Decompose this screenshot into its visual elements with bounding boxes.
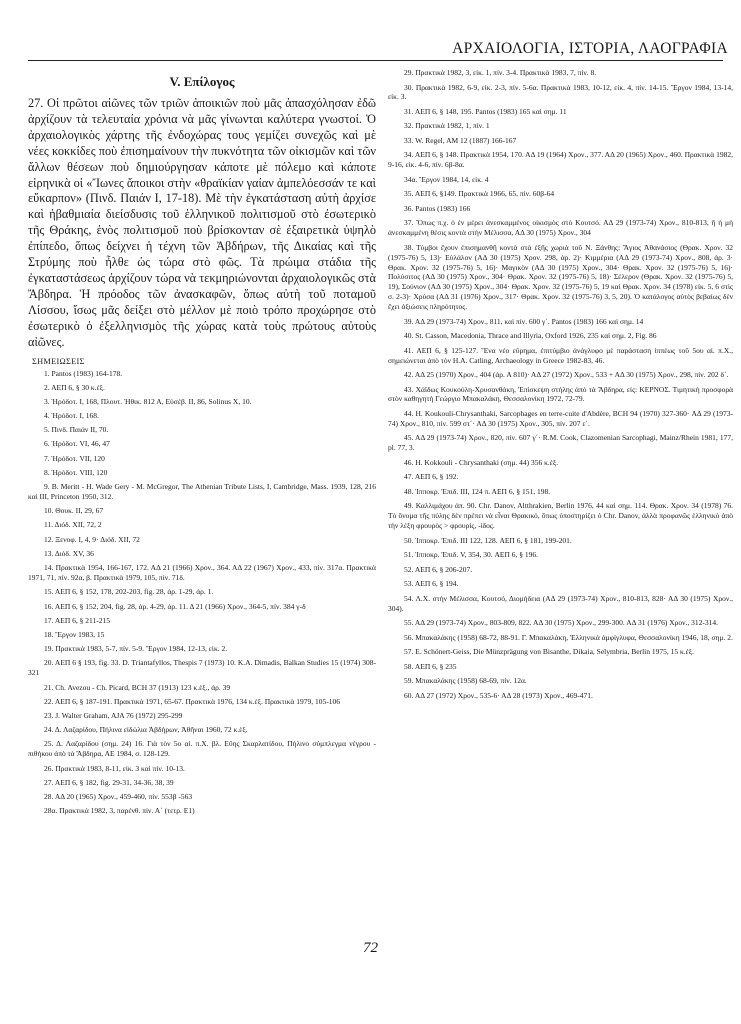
- notes-list-left: [28, 369, 376, 817]
- footnote: 43. Χάϊδως Κουκούλη-Χρυσανθάκη, Ἐπίσκεψη στήλης ἀπὸ τὰ Ἄβδηρα, εἰς: ΚΕΡΝΟΣ. Τιμητικὴ προσφορὰ στὸν καθηγητὴ Γεώργιο Μπακαλάκη, Θεσσαλονίκη 1972, 72-79.: [388, 384, 733, 404]
- footnote: 29. Πρακτικὰ 1982, 3, εἰκ. 1, πίν. 3-4. Πρακτικὰ 1983, 7, πίν. 8.: [404, 68, 597, 77]
- footnote: 4. Ἡρόδοτ. I, 168.: [44, 411, 99, 421]
- running-head: ΑΡΧΑΙΟΛΟΓΙΑ, ΙΣΤΟΡΙΑ, ΛΑΟΓΡΑΦΙΑ: [452, 40, 728, 57]
- footnote: 26. Πρακτικὰ 1983, 8-11, εἰκ. 3 καὶ πίν. 10-13.: [44, 763, 185, 773]
- footnote: 37. Ὅπως π.χ. ὁ ἐν μέρει ἀνεσκαμμένος οἰκισμὸς στὸ Κουτσό. ΑΔ 29 (1973-74) Χρον., 810-813, ἢ ἡ μὴ ἀνεσκαμμένη θέσις κοντὰ στὴν Μέλισσα, ΑΔ 30 (1975) Χρον., 304: [388, 218, 733, 238]
- footnote: 34α. Ἔργον 1984, 14, εἰκ. 4: [404, 174, 489, 184]
- footnote: 54. Λ.Χ. στὴν Μέλισσα, Κουτσό, Διομήδεια (ΑΔ 29 (1973-74) Χρον., 810-813, 828· ΑΔ 30 (1975) Χρον., 304).: [388, 593, 733, 613]
- footnote: 41. ΑΕΠ 6, § 125-127. Ἕνα νέο εὕρημα, ἐπιτύμβιο ἀνάγλυφο μὲ παράσταση ἱππέως τοῦ 5ου αἰ. π.Χ., σημειώνεται ἀπὸ τὸν H.A. Catling, Archaeology in Greece 1982-83, 46.: [388, 345, 733, 365]
- footnote: 15. ΑΕΠ 6, § 152, 178, 202-203, fig. 28, ἀρ. 1-29, ἀρ. 1.: [44, 587, 214, 597]
- footnote: 52. ΑΕΠ 6, § 206-207.: [404, 564, 473, 574]
- footnote: 20. ΑΕΠ 6 § 193, fig. 33. D. Triantafyllos, Thespis 7 (1973) 10. K.A. Dimadis, Balkan Studies 15 (1974) 308-321: [28, 658, 376, 678]
- footnote: 38. Τύμβοι ἔχουν ἐπισημανθῆ κοντὰ στὰ ἑξῆς χωριὰ τοῦ Ν. Ξάνθης: Ἅγιος Ἀθανάσιος (Θρακ. Χρον. 32 (1975-76) 5, 13)· Εὐλάλον (ΑΔ 30 (1975) Χρον. 298, ἀρ. 2)· Κιμμέρια (ΑΔ 29 (1973-74) Χρον., 808, ἀρ. 3· Θρακ. Χρον. 32 (1975-76) 5, 16)· Μαγικὸν (ΑΔ 30 (1975) Χρον., 304· Θρακ. Χρον. 32 (1975-76) 5, 16)· Πολύσιτος (ΑΔ 30 (1975) Χρον., 304· Θρακ. Χρον. 32 (1975-76) 5, 18)· Σέλερον (Θρακ. Χρον. 32 (1975-76) 5, 19), Σούνιον (ΑΔ 30 (1975) Χρον., 304· Θρακ. Χρον. 32 (1975-76) 5, 19 καὶ Θρακ. Χρον. 34 (1978) εἰκ. 5, 6 στὶς σ. 2-3)· Χρύσα (ΑΔ 31 (1976) Χρον., 317· Θρακ. Χρον. 32 (1975-76) 3, 5, 20). Ὁ κατάλογος αὐτὸς βεβαίως δὲν ἔχει ἀξιώσεις πληρότητος.: [388, 242, 733, 312]
- footnote: 53. ΑΕΠ 6, § 194.: [404, 579, 459, 589]
- footnote: 42. ΑΔ 25 (1970) Χρον., 404 (ἀρ. Α 810)· ΑΔ 27 (1972) Χρον., 533 + ΑΔ 30 (1975) Χρον., 298, πίν. 202 δ΄.: [404, 370, 729, 380]
- footnote: 18. Ἔργον 1983, 15: [44, 629, 105, 639]
- footnote: 2. ΑΕΠ 6, § 30 κ.ἑξ.: [44, 382, 105, 392]
- footnote: 49. Καλλιμάχου ἀπ. 90. Chr. Danov, Altthrakien, Berlin 1976, 44 καὶ σημ. 114. Θρακ. Χρον. 34 (1978) 76. Τὸ ὄνομα τῆς πύλης δὲν πρέπει νὰ εἶναι Θρακικό, ὅπως ὑποστηρίζει ὁ Chr. Danov, ἀλλὰ προφανῶς ἑλληνικὸ ἀπὸ τὴν λέξη φρουρὸς > φρουρίς, -ίδος.: [388, 501, 733, 531]
- footnote: 14. Πρακτικὰ 1954, 166-167, 172. ΑΔ 21 (1966) Χρον., 364. ΑΔ 22 (1967) Χρον., 433, πίν. 317α. Πρακτικὰ 1971, 71, πίν. 92α, β. Πρακτικὰ 1979, 105, πίν. 71δ.: [28, 563, 376, 583]
- footnote: 23. J. Walter Graham, AJA 76 (1972) 295-299: [44, 710, 183, 720]
- footnote: 56. Μπακαλάκης (1958) 68-72, 88-91. Γ. Μπακαλάκη, Ἑλληνικὰ ἀμφίγλυφα, Θεσσαλονίκη 1946, 18, σημ. 2.: [404, 632, 733, 642]
- footnote: 40. St. Casson, Macedonia, Thrace and Illyria, Oxford 1926, 235 καὶ σημ. 2, Fig. 86: [404, 331, 657, 341]
- footnote: 17. ΑΕΠ 6, § 211-215: [44, 615, 110, 625]
- footnote: 27. ΑΕΠ 6, § 182, fig. 29-31, 34-36, 38, 39: [44, 777, 174, 787]
- footnote: 55. ΑΔ 29 (1973-74) Χρον., 803-809, 822. ΑΔ 30 (1975) Χρον., 299-300. ΑΔ 31 (1976) Χρον., 312-314.: [404, 618, 718, 627]
- footnote: 60. ΑΔ 27 (1972) Χρον., 535-6· ΑΔ 28 (1973) Χρον., 469-471.: [404, 690, 593, 700]
- footnote: 31. ΑΕΠ 6, § 148, 195. Pantos (1983) 165 καὶ σημ. 11: [404, 106, 567, 116]
- footnote: 8. Ἡρόδοτ. VIII, 120: [44, 467, 108, 477]
- footnote: 22. ΑΕΠ 6, § 187-191. Πρακτικὰ 1971, 65-67. Πρακτικὰ 1976, 134 κ.ἑξ. Πρακτικὰ 1979, 105-106: [44, 696, 340, 706]
- footnote: 36. Pantos (1983) 166: [404, 203, 471, 213]
- footnote: 59. Μπακαλάκης (1958) 68-69, πίν. 12α.: [404, 676, 527, 685]
- epilogue-paragraph: 27. Οἱ πρῶτοι αἰῶνες τῶν τριῶν ἀποικιῶν ποὺ μᾶς ἀπασχόλησαν ἐδῶ ἀρχίζουν τὰ τελευταία χρόνια νὰ μᾶς γίνωνται καλύτερα γνωστοί. Ὁ ἀρχαιολογικὸς χάρτης τῆς ἐνδοχώρας τους γεμίζει συνεχῶς καὶ μὲ νέες κοκκίδες ποὺ ἐπισημαίνουν τὴν πυκνότητα τῶν οἰκισμῶν καὶ τῶν ἄλλων θέσεων ποὺ δημιούργησαν κάποτε μὲ πόλεμο καὶ κάποτε εἰρηνικὰ οἱ «Ἴωνες ἄποικοι στὴν «θραϊκίαν γαίαν ἀμπελόεσσάν τε καὶ εὔκαρπον» (Πινδ. Παιάν I, 17-18). Μὲ τὴν ἐγκατάσταση αὐτὴ ἀρχίσε καὶ ἡβαθμιαία διείσδυσις τοῦ ἑλληνικοῦ πολιτισμοῦ στὸ ἐσωτερικὸ τῆς Θράκης, ἑνὸς πολιτισμοῦ ποὺ βρίσκονταν σὲ ἐξαιρετικὰ ὑψηλὸ ἐπίπεδο, ὅπως δείχνει ἡ τέχνη τῶν Ἀβδήρων, τῆς Δικαίας καὶ τῆς Στρύμης ποὺ ἦλθε ὡς τώρα στὸ φῶς. Τὰ πρώιμα στάδια τῆς ἐγκαταστάσεως ἀρχίζουν τώρα νὰ τεκμηριώνονται ἀρχαιολογικῶς στὰ Ἄβδηρα. Ἡ πρόοδος τῶν ἀνασκαφῶν, ὅπως αὐτὴ τοῦ ποταμοῦ Λίσσου, ἴσως μᾶς δείξει στὸ μέλλον μὲ ποιὸ τρόπο προχώρησε στὸ ἐσωτερικὸ ὁ ἐξελληνισμὸς τῆς χώρας κατὰ τοὺς πρώτους αὐτοὺς αἰῶνες.: [28, 96, 376, 349]
- footnote: 51. Ἱπποκρ. Ἐπιδ. V, 354, 30. ΑΕΠ 6, § 196.: [404, 550, 539, 560]
- section-title: V. Επίλογος: [169, 74, 235, 89]
- footnote: 11. Διόδ. XII, 72, 2: [44, 520, 102, 530]
- footnote: 24. Δ. Λαζαρίδου, Πήλινα εἰδώλια Ἀβδήρων, Ἀθῆναι 1960, 72 κ.ἑξ.: [44, 725, 248, 735]
- footnote: 39. ΑΔ 29 (1973-74) Χρον., 811, καὶ πίν. 600 γ΄. Pantos (1983) 166 καὶ σημ. 14: [404, 316, 644, 326]
- footnote: 3. Ἡρόδοτ. I, 168, Πλουτ. Ἠθικ. 812 Α, Εὐσέβ. II, 86, Solinus X, 10.: [44, 396, 252, 406]
- footnote: 44. H. Koukouli-Chrysanthaki, Sarcophages en terre-cuite d'Abdère, BCH 94 (1970) 327-360· ΑΔ 29 (1973-74) Χρον., 810, πίν. 599 στ΄· ΑΔ 30 (1975) Χρον., 305, πίν. 207 ε΄.: [388, 408, 733, 428]
- footnote: 9. B. Meritt - H. Wade Gery - M. McGregor, The Athenian Tribute Lists, I, Cambridge, Mass. 1939, 128, 216 καὶ III, Princeton 1950, 312.: [28, 482, 376, 502]
- right-column: [388, 68, 733, 705]
- footnote: 12. Ξενοφ. I, 4, 9· Διόδ. XII, 72: [44, 534, 140, 544]
- footnote: 1. Pantos (1983) 164-178.: [44, 368, 123, 378]
- header-rule: [28, 60, 723, 61]
- footnote: 19. Πρακτικὰ 1983, 5-7, πίν. 5-9. Ἔργον 1984, 12-13, εἰκ. 2.: [44, 644, 228, 654]
- footnote: 35. ΑΕΠ 6, §149. Πρακτικὰ 1966, 65, πίν. 60β-64: [404, 189, 555, 199]
- footnote: 50. Ἱπποκρ. Ἐπιδ. III 122, 128. ΑΕΠ 6, § 181, 199-201.: [404, 535, 572, 545]
- page-number: 72: [363, 940, 378, 956]
- footnote: 16. ΑΕΠ 6, § 152, 204, fig. 28, ἀρ. 4-29, ἀρ. 11. Δ 21 (1966) Χρον., 364-5, πίν. 384 γ-δ: [44, 601, 306, 611]
- footnote: 33. W. Regel, AM 12 (1887) 166-167: [404, 135, 517, 145]
- footnote: 30. Πρακτικὰ 1982, 6-9, εἰκ. 2-3, πίν. 5-6α. Πρακτικὰ 1983, 10-12, εἰκ. 4, πίν. 14-15. Ἔργον 1984, 13-14, εἰκ. 3.: [388, 82, 733, 102]
- notes-list-right: [388, 68, 733, 700]
- footnote: 13. Διόδ. XV, 36: [44, 548, 94, 558]
- footnote: 7. Ἡρόδοτ. VII, 120: [44, 453, 105, 463]
- footnote: 34. ΑΕΠ 6, § 148. Πρακτικὰ 1954, 170. ΑΔ 19 (1964) Χρον., 377. ΑΔ 20 (1965) Χρον., 460. Πρακτικὰ 1982, 9-16, εἰκ. 4-6, πίν. 6β-8α.: [388, 150, 733, 170]
- footnote: 6. Ἡρόδοτ. VI, 46, 47: [44, 439, 110, 449]
- notes-heading: ΣΗΜΕΙΩΣΕΙΣ: [32, 356, 85, 366]
- footnote: 45. ΑΔ 29 (1973-74) Χρον., 820, πίν. 607 γ΄· R.M. Cook, Clazomenian Sarcophagi, Mainz/Rhein 1981, 177, pl. 77, 3.: [388, 433, 733, 453]
- footnote: 48. Ἱπποκρ. Ἐπιδ. III, 124 π. ΑΕΠ 6, § 151, 198.: [404, 486, 551, 496]
- footnote: 5. Πινδ. Παιάν II, 70.: [44, 425, 109, 435]
- footnote: 57. E. Schönert-Geiss, Die Münzprägung von Bisanthe, Dikaia, Selymbria, Berlin 1975, 15 κ.ἑξ.: [404, 647, 695, 656]
- footnote: 46. H. Kokkouli - Chrysanthaki (σημ. 44) 356 κ.ἑξ.: [404, 457, 559, 467]
- footnote: 58. ΑΕΠ 6, § 235: [404, 661, 457, 671]
- footnote: 25. Δ. Λαζαρίδου (σημ. 24) 16. Γιὰ τὸν 5ο αἰ. π.Χ. βλ. Εὔης Σκαρλατίδου, Πήλινο σύμπλεγμα νέγρου - πιθήκου ἀπὸ τὰ Ἄβδηρα, ΑΕ 1984, σ. 128-129.: [28, 739, 376, 759]
- footnote: 32. Πρακτικὰ 1982, 1, πίν. 1: [404, 121, 490, 131]
- footnote: 28. ΑΔ 20 (1965) Χρον., 459-460, πίν. 553β -563: [44, 791, 193, 801]
- footnote: 21. Ch. Avezou - Ch. Picard, BCH 37 (1913) 123 κ.ἑξ., ἀρ. 39: [44, 682, 231, 692]
- footnote: 28α. Πρακτικὰ 1982, 3, παρένθ. πίν. Α΄ (τετρ. Ε1): [44, 806, 195, 816]
- left-column: [28, 68, 376, 820]
- footnote: 47. ΑΕΠ 6, § 192.: [404, 472, 459, 482]
- footnote: 10. Θουκ. II, 29, 67: [44, 506, 104, 516]
